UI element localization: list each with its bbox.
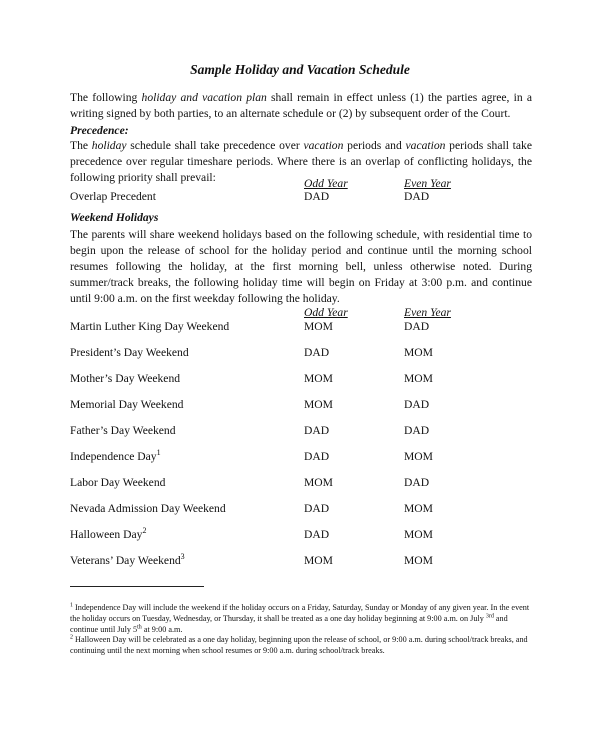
intro-text-b: shall remain in effect unless (1) the parties agree, in a writing signed by both parties, to an alternate schedule or (2) by subsequent order of the Court. (70, 91, 532, 120)
precedence-text-2: schedule shall take precedence over (126, 139, 304, 152)
even-year-parent: DAD (404, 424, 430, 437)
even-year-parent: MOM (404, 450, 433, 463)
holiday-row (0, 424, 600, 440)
document-title: Sample Holiday and Vacation Schedule (190, 62, 410, 77)
intro-paragraph (70, 90, 532, 122)
holiday-row (0, 502, 600, 518)
holiday-name-text: Labor Day Weekend (70, 476, 166, 489)
intro-text-a: The following (70, 91, 142, 104)
precedence-paragraph (70, 138, 532, 186)
footnote-1-text-a: Independence Day will include the weekend if the holiday occurs on a Friday, Saturday, Sunday or Monday of any given year. In the event the holiday occurs on Tuesday, Wednesday, or Thursday, it shall be treated as a one day holiday beginning at 9:00 a.m. on July (70, 603, 530, 623)
odd-year-parent: DAD (304, 528, 330, 541)
even-year-parent: DAD (404, 476, 430, 489)
holiday-name (70, 476, 165, 489)
holiday-row (0, 320, 600, 336)
even-year-parent: MOM (404, 554, 433, 567)
footnote-divider (70, 586, 204, 587)
even-year-parent: MOM (404, 502, 433, 515)
row-even-value: DAD (404, 190, 430, 203)
precedence-text-1: The (70, 139, 92, 152)
holidays-odd-year-header: Odd Year (304, 306, 348, 319)
holiday-row (0, 346, 600, 362)
footnote-1-text-b: and continue until July 5 (70, 614, 508, 634)
footnote-1-text-c: at 9:00 a.m. (141, 625, 183, 634)
even-year-parent: MOM (404, 372, 433, 385)
odd-year-parent: DAD (304, 346, 330, 359)
footnote-2 (70, 634, 532, 656)
holidays-even-year-header: Even Year (404, 306, 451, 319)
precedence-text-4: periods shall take precedence over regular timeshare periods. Where there is an overlap of conflicting holidays, the following priority shall prevail: (70, 139, 532, 184)
precedence-text-3: periods and (343, 139, 406, 152)
odd-year-parent: MOM (304, 398, 333, 411)
intro-text-italic: holiday and vacation plan (141, 91, 267, 104)
footnote-reference: 2 (142, 526, 147, 536)
footnote-reference: 3 (180, 552, 185, 562)
holiday-name (70, 554, 185, 567)
holiday-row (0, 450, 600, 466)
overlap-precedent-row (0, 190, 600, 206)
precedence-italic-1: holiday (91, 139, 127, 152)
precedence-even-year-header: Even Year (404, 177, 451, 190)
weekend-holidays-heading: Weekend Holidays (70, 211, 159, 224)
footnote-reference: 1 (156, 448, 161, 458)
precedence-heading: Precedence: (70, 124, 129, 137)
holiday-name-text: Nevada Admission Day Weekend (70, 502, 226, 515)
holiday-name (70, 346, 189, 359)
holiday-name (70, 450, 161, 463)
row-label: Overlap Precedent (70, 190, 156, 203)
holiday-name-text: Halloween Day (70, 528, 143, 541)
even-year-parent: DAD (404, 398, 430, 411)
holiday-name-text: Mother’s Day Weekend (70, 372, 181, 385)
holiday-name-text: Memorial Day Weekend (70, 398, 184, 411)
odd-year-parent: MOM (304, 476, 333, 489)
holiday-name (70, 372, 180, 385)
weekend-holidays-paragraph: The parents will share weekend holidays based on the following schedule, with residential time to begin upon the release of school for the holiday period and continue until the morning school resumes following the holiday, at the first morning bell, unless otherwise noted. During summer/track breaks, the following holiday time will begin on Friday at 3:00 p.m. and continue until 9:00 a.m. on the first weekday following the holiday. (70, 228, 532, 305)
holiday-name-text: Martin Luther King Day Weekend (70, 320, 230, 333)
footnote-1-marker: 1 (70, 602, 73, 609)
holiday-name (70, 424, 176, 437)
footnote-1 (70, 602, 532, 635)
holiday-row (0, 476, 600, 492)
holiday-name (70, 528, 146, 541)
footnote-1-sup-b: th (137, 624, 142, 631)
holiday-name (70, 398, 183, 411)
odd-year-parent: MOM (304, 320, 333, 333)
holiday-row (0, 528, 600, 544)
precedence-odd-year-header: Odd Year (304, 177, 348, 190)
holiday-row (0, 372, 600, 388)
holiday-name-text: President’s Day Weekend (70, 346, 189, 359)
holiday-name-text: Father’s Day Weekend (70, 424, 176, 437)
odd-year-parent: DAD (304, 502, 330, 515)
footnote-1-sup-a: 3rd (485, 613, 494, 620)
even-year-parent: DAD (404, 320, 430, 333)
odd-year-parent: MOM (304, 372, 333, 385)
even-year-parent: MOM (404, 346, 433, 359)
row-odd-value: DAD (304, 190, 330, 203)
holiday-name-text: Veterans’ Day Weekend (70, 554, 181, 567)
holiday-name-text: Independence Day (70, 450, 157, 463)
holiday-name (70, 502, 226, 515)
odd-year-parent: DAD (304, 450, 330, 463)
footnote-2-marker: 2 (70, 634, 73, 641)
holiday-row (0, 554, 600, 570)
odd-year-parent: MOM (304, 554, 333, 567)
odd-year-parent: DAD (304, 424, 330, 437)
holiday-row (0, 398, 600, 414)
holiday-name (70, 320, 229, 333)
precedence-italic-2: vacation (303, 139, 344, 152)
footnote-2-text: Halloween Day will be celebrated as a one day holiday, beginning upon the release of school, or 9:00 a.m. during school/track breaks, and continuing until the next morning when school resumes or 9:00 a.m. during school/track breaks. (70, 635, 528, 655)
precedence-italic-3: vacation (405, 139, 446, 152)
even-year-parent: MOM (404, 528, 433, 541)
